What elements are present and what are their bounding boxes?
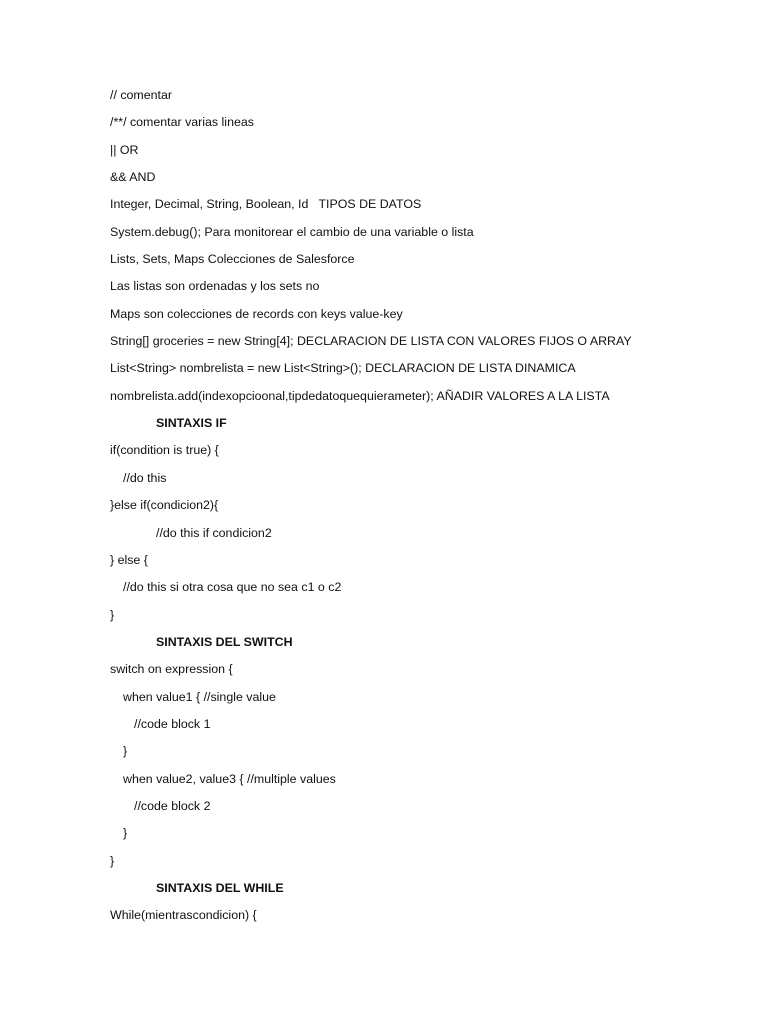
code-line: //code block 2 xyxy=(134,798,211,813)
code-line: } xyxy=(123,826,128,841)
and-operator-line: && AND xyxy=(110,170,156,185)
code-line: }else if(condicion2){ xyxy=(110,498,219,513)
code-line: if(condition is true) { xyxy=(110,443,219,458)
code-line: when value1 { //single value xyxy=(123,689,276,704)
if-syntax-heading: SINTAXIS IF xyxy=(156,416,227,431)
comment-multi-line: /**/ comentar varias lineas xyxy=(110,115,254,130)
code-line: //code block 1 xyxy=(134,716,211,731)
maps-line: Maps son colecciones de records con keys value-key xyxy=(110,306,403,321)
lists-sets-line: Las listas son ordenadas y los sets no xyxy=(110,279,320,294)
system-debug-line: System.debug(); Para monitorear el cambio de una variable o lista xyxy=(110,224,474,239)
while-syntax-heading: SINTAXIS DEL WHILE xyxy=(156,880,284,895)
list-declaration-line: List<String> nombrelista = new List<String>(); DECLARACION DE LISTA DINAMICA xyxy=(110,361,576,376)
data-types-line: Integer, Decimal, String, Boolean, Id TIPOS DE DATOS xyxy=(110,197,422,212)
code-line: } xyxy=(110,607,115,622)
or-operator-line: || OR xyxy=(110,142,139,157)
code-line: when value2, value3 { //multiple values xyxy=(123,771,336,786)
switch-syntax-heading: SINTAXIS DEL SWITCH xyxy=(156,634,293,649)
code-line: } xyxy=(110,853,115,868)
array-declaration-line: String[] groceries = new String[4]; DECLARACION DE LISTA CON VALORES FIJOS O ARRAY xyxy=(110,334,632,349)
comment-single-line: // comentar xyxy=(110,88,172,102)
code-line: //do this if condicion2 xyxy=(156,525,272,540)
code-line: //do this si otra cosa que no sea c1 o c2 xyxy=(123,580,342,595)
code-line: //do this xyxy=(123,470,167,485)
code-line: } xyxy=(123,744,128,759)
code-line: } else { xyxy=(110,552,148,567)
code-line: switch on expression { xyxy=(110,662,233,677)
code-line: While(mientrascondicion) { xyxy=(110,908,257,923)
document-text xyxy=(110,86,750,934)
list-add-line: nombrelista.add(indexopcioonal,tipdedatoquequierameter); AÑADIR VALORES A LA LISTA xyxy=(110,388,610,403)
collections-line: Lists, Sets, Maps Colecciones de Salesforce xyxy=(110,252,355,267)
